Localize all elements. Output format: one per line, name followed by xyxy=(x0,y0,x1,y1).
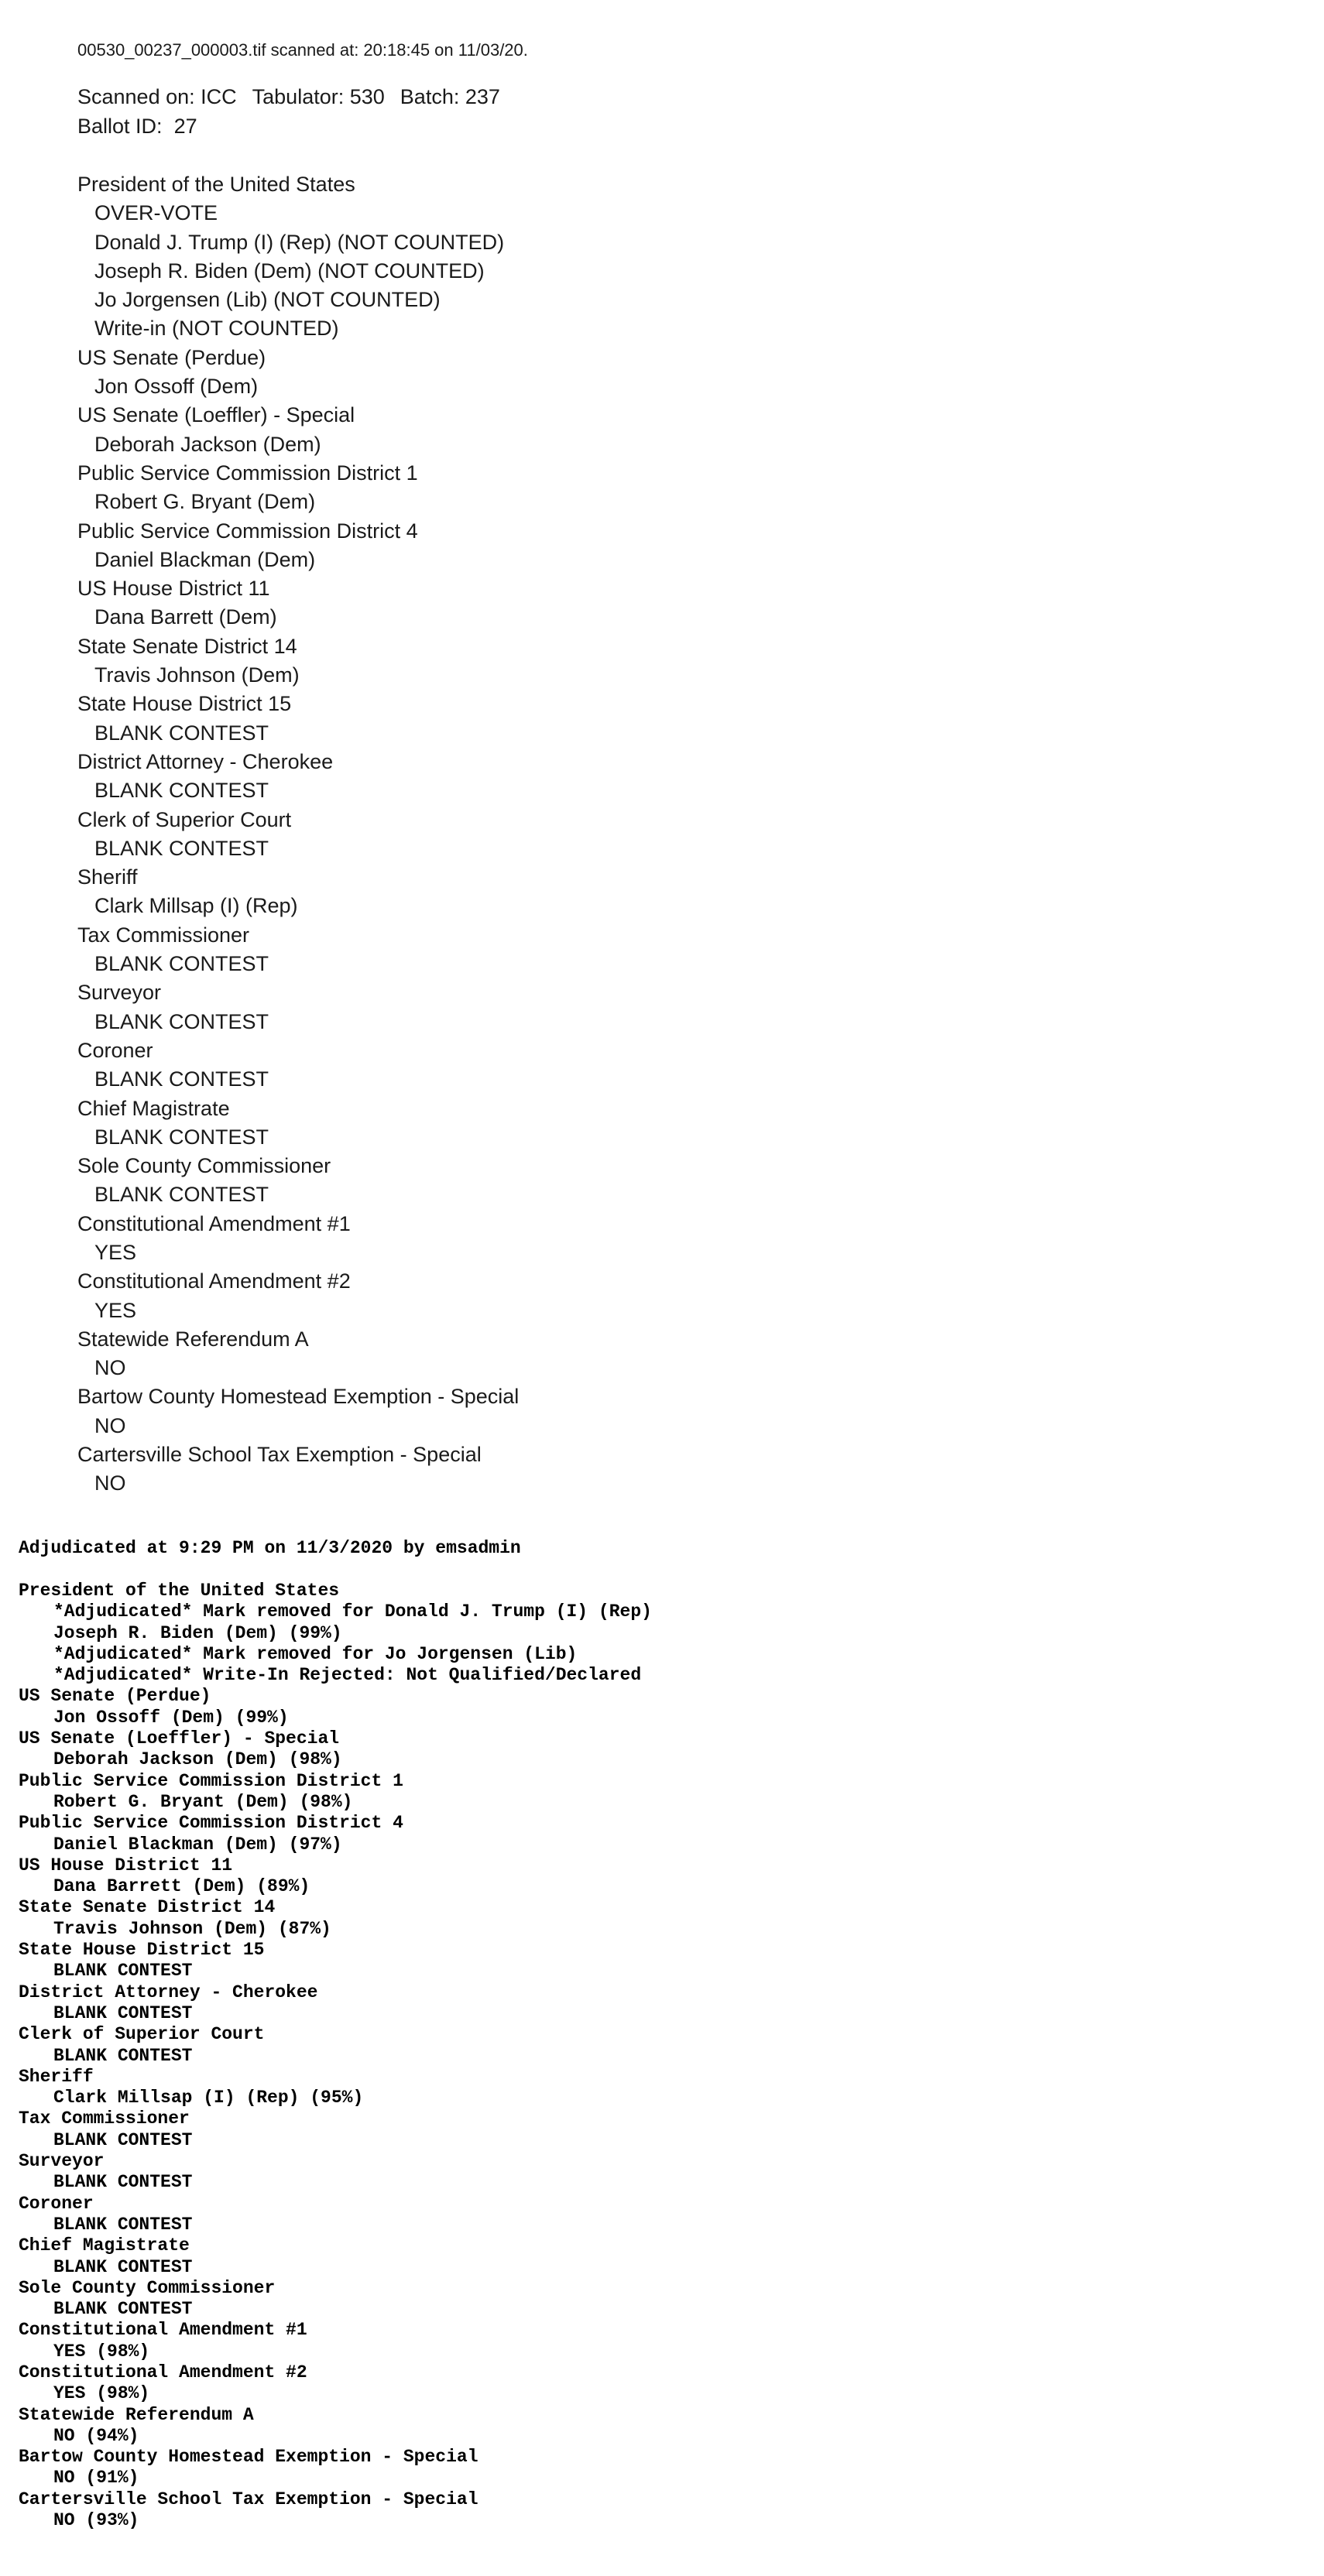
tabulator-value: 530 xyxy=(349,85,385,108)
contest-block xyxy=(77,517,1239,575)
contest-choice: BLANK CONTEST xyxy=(94,1067,269,1091)
contest-name: Cartersville School Tax Exemption - Special xyxy=(77,1443,482,1467)
contest-name: State House District 15 xyxy=(19,1940,265,1961)
contest-choice: *Adjudicated* Mark removed for Donald J. Trump (I) (Rep) xyxy=(53,1601,652,1622)
contest-choice: NO xyxy=(94,1413,126,1437)
contest-choice: *Adjudicated* Mark removed for Jo Jorgensen (Lib) xyxy=(53,1643,578,1664)
contest-choice: NO (94%) xyxy=(53,2425,139,2446)
contest-choice: Robert G. Bryant (Dem) xyxy=(94,490,316,514)
contest-choice: Jon Ossoff (Dem) (99%) xyxy=(53,1707,289,1728)
contest-choice: Donald J. Trump (I) (Rep) (NOT COUNTED) xyxy=(94,230,505,254)
contest-block xyxy=(77,1036,1239,1094)
ballot-id-line xyxy=(77,111,1239,141)
contest-name: Constitutional Amendment #2 xyxy=(77,1269,351,1293)
contest-choice: BLANK CONTEST xyxy=(53,1961,193,1982)
contest-block xyxy=(77,632,1239,690)
contest-block xyxy=(19,1813,1257,1855)
contest-block xyxy=(19,2489,1257,2532)
contest-block xyxy=(19,1686,1257,1728)
contest-block xyxy=(77,574,1239,632)
contest-name: State House District 15 xyxy=(77,692,292,716)
contest-name: US Senate (Loeffler) - Special xyxy=(19,1728,340,1749)
scanned-ballot-section xyxy=(77,36,1239,1499)
contest-choice: Deborah Jackson (Dem) xyxy=(94,432,321,456)
batch-label: Batch: xyxy=(400,85,460,108)
contest-choice: Travis Johnson (Dem) (87%) xyxy=(53,1918,331,1939)
contest-name: Sheriff xyxy=(19,2066,94,2087)
contest-block xyxy=(77,1267,1239,1325)
contest-choice: BLANK CONTEST xyxy=(53,2299,193,2320)
contest-name: US House District 11 xyxy=(77,577,270,601)
contest-name: Sole County Commissioner xyxy=(19,2277,276,2298)
contest-name: Bartow County Homestead Exemption - Special xyxy=(19,2447,478,2468)
contest-name: Public Service Commission District 1 xyxy=(77,461,418,485)
contest-block xyxy=(19,2278,1257,2321)
contest-block xyxy=(19,1940,1257,1982)
scanned-on-value: ICC xyxy=(201,85,237,108)
contest-block xyxy=(19,1771,1257,1814)
contest-name: District Attorney - Cherokee xyxy=(77,749,334,773)
contest-block xyxy=(77,690,1239,748)
contest-block xyxy=(19,1897,1257,1940)
contest-choice: Joseph R. Biden (Dem) (99%) xyxy=(53,1622,342,1643)
contest-block xyxy=(77,748,1239,806)
contest-name: Chief Magistrate xyxy=(19,2235,190,2256)
contest-name: Statewide Referendum A xyxy=(19,2404,254,2425)
contest-choice: YES xyxy=(94,1240,137,1264)
contest-name: Statewide Referendum A xyxy=(77,1327,309,1351)
contest-block xyxy=(77,344,1239,402)
contest-name: Constitutional Amendment #2 xyxy=(19,2362,307,2382)
contest-choice: Jon Ossoff (Dem) xyxy=(94,375,259,399)
contest-choice: NO (93%) xyxy=(53,2510,139,2531)
contest-name: Coroner xyxy=(77,1038,153,1062)
contest-name: Clerk of Superior Court xyxy=(77,807,292,831)
contest-choice: NO xyxy=(94,1471,126,1495)
contest-block xyxy=(19,2067,1257,2109)
tabulator-label: Tabulator: xyxy=(252,85,345,108)
contest-name: Constitutional Amendment #1 xyxy=(77,1211,351,1235)
contest-block xyxy=(77,978,1239,1036)
contest-choice: Write-in (NOT COUNTED) xyxy=(94,317,339,341)
contest-choice: BLANK CONTEST xyxy=(94,1009,269,1033)
contest-name: Tax Commissioner xyxy=(19,2108,190,2129)
scan-meta-line xyxy=(77,82,1239,111)
contest-block xyxy=(77,401,1239,459)
contest-choice: Daniel Blackman (Dem) (97%) xyxy=(53,1834,342,1855)
contest-choice: BLANK CONTEST xyxy=(94,1125,269,1149)
contest-choice: NO xyxy=(94,1356,126,1380)
contest-name: District Attorney - Cherokee xyxy=(19,1982,318,2002)
contest-choice: BLANK CONTEST xyxy=(53,2256,193,2277)
contest-name: Sole County Commissioner xyxy=(77,1154,331,1178)
ballot-id-label: Ballot ID: xyxy=(77,115,163,138)
contest-choice: Dana Barrett (Dem) xyxy=(94,605,277,629)
contest-block xyxy=(77,170,1239,344)
contest-block xyxy=(77,1382,1239,1440)
contest-block xyxy=(19,2320,1257,2362)
adjudication-header: Adjudicated at 9:29 PM on 11/3/2020 by emsadmin xyxy=(19,1538,521,1558)
contest-choice: BLANK CONTEST xyxy=(53,2172,193,2193)
contest-name: US House District 11 xyxy=(19,1855,233,1875)
contest-block xyxy=(77,806,1239,864)
contest-choice: OVER-VOTE xyxy=(94,201,218,225)
contest-choice: Robert G. Bryant (Dem) (98%) xyxy=(53,1791,353,1812)
contest-choice: BLANK CONTEST xyxy=(94,836,269,860)
contest-choice: Joseph R. Biden (Dem) (NOT COUNTED) xyxy=(94,259,485,283)
contest-choice: Deborah Jackson (Dem) (98%) xyxy=(53,1749,342,1770)
contest-block xyxy=(77,459,1239,517)
contest-choice: Travis Johnson (Dem) xyxy=(94,663,300,687)
adjudication-section xyxy=(19,1537,1257,2531)
contest-name: State Senate District 14 xyxy=(19,1897,276,1918)
contest-choice: BLANK CONTEST xyxy=(94,721,269,745)
scanned-on-label: Scanned on: xyxy=(77,85,195,108)
contest-choice: BLANK CONTEST xyxy=(53,2045,193,2066)
contest-name: Public Service Commission District 4 xyxy=(77,519,418,543)
scan-file-header: 00530_00237_000003.tif scanned at: 20:18:45 on 11/03/20. xyxy=(77,40,528,60)
contest-name: US Senate (Perdue) xyxy=(19,1686,211,1707)
contest-block xyxy=(19,1855,1257,1898)
contest-block xyxy=(19,1982,1257,2025)
contest-choice: NO (91%) xyxy=(53,2468,139,2489)
contest-name: President of the United States xyxy=(77,173,355,196)
contest-name: Chief Magistrate xyxy=(77,1096,230,1120)
contest-name: President of the United States xyxy=(19,1581,340,1601)
contest-block xyxy=(19,1728,1257,1771)
contest-choice: BLANK CONTEST xyxy=(94,779,269,803)
contest-block xyxy=(19,2405,1257,2448)
contest-name: Constitutional Amendment #1 xyxy=(19,2320,307,2341)
batch-value: 237 xyxy=(465,85,500,108)
contest-block xyxy=(19,2194,1257,2236)
contest-name: Surveyor xyxy=(77,981,162,1005)
scan-contest-list xyxy=(77,170,1239,1499)
contest-block xyxy=(19,2235,1257,2278)
contest-name: Surveyor xyxy=(19,2151,105,2172)
contest-choice: YES xyxy=(94,1298,137,1322)
contest-block xyxy=(19,2024,1257,2067)
contest-block xyxy=(77,921,1239,979)
contest-choice: BLANK CONTEST xyxy=(94,952,269,976)
contest-name: Tax Commissioner xyxy=(77,923,250,947)
contest-block xyxy=(19,2447,1257,2489)
contest-choice: BLANK CONTEST xyxy=(53,2214,193,2235)
contest-choice: YES (98%) xyxy=(53,2341,150,2362)
contest-block xyxy=(77,1094,1239,1153)
ballot-id-value: 27 xyxy=(173,115,197,138)
contest-name: Public Service Commission District 1 xyxy=(19,1770,403,1791)
contest-name: Bartow County Homestead Exemption - Special xyxy=(77,1385,520,1409)
contest-name: Public Service Commission District 4 xyxy=(19,1813,403,1834)
contest-name: Sheriff xyxy=(77,865,138,889)
contest-block xyxy=(19,2362,1257,2405)
contest-choice: Dana Barrett (Dem) (89%) xyxy=(53,1876,310,1897)
contest-choice: *Adjudicated* Write-In Rejected: Not Qualified/Declared xyxy=(53,1665,642,1686)
contest-name: US Senate (Perdue) xyxy=(77,345,266,369)
contest-choice: Jo Jorgensen (Lib) (NOT COUNTED) xyxy=(94,288,441,312)
contest-name: Coroner xyxy=(19,2193,94,2214)
contest-choice: Clark Millsap (I) (Rep) (95%) xyxy=(53,2088,364,2108)
contest-block xyxy=(77,1325,1239,1383)
contest-choice: BLANK CONTEST xyxy=(94,1183,269,1207)
contest-choice: BLANK CONTEST xyxy=(53,2002,193,2023)
contest-block xyxy=(77,863,1239,921)
contest-block xyxy=(77,1210,1239,1268)
contest-name: State Senate District 14 xyxy=(77,634,297,658)
contest-block xyxy=(19,1581,1257,1686)
contest-name: Cartersville School Tax Exemption - Special xyxy=(19,2489,478,2509)
contest-block xyxy=(19,2108,1257,2151)
contest-name: Clerk of Superior Court xyxy=(19,2024,265,2045)
contest-name: US Senate (Loeffler) - Special xyxy=(77,403,355,427)
contest-block xyxy=(19,2151,1257,2194)
adjudication-contest-list xyxy=(19,1581,1257,2531)
contest-block xyxy=(77,1440,1239,1499)
contest-choice: Daniel Blackman (Dem) xyxy=(94,547,316,571)
contest-choice: YES (98%) xyxy=(53,2383,150,2404)
contest-choice: BLANK CONTEST xyxy=(53,2129,193,2150)
contest-choice: Clark Millsap (I) (Rep) xyxy=(94,894,298,918)
contest-block xyxy=(77,1152,1239,1210)
